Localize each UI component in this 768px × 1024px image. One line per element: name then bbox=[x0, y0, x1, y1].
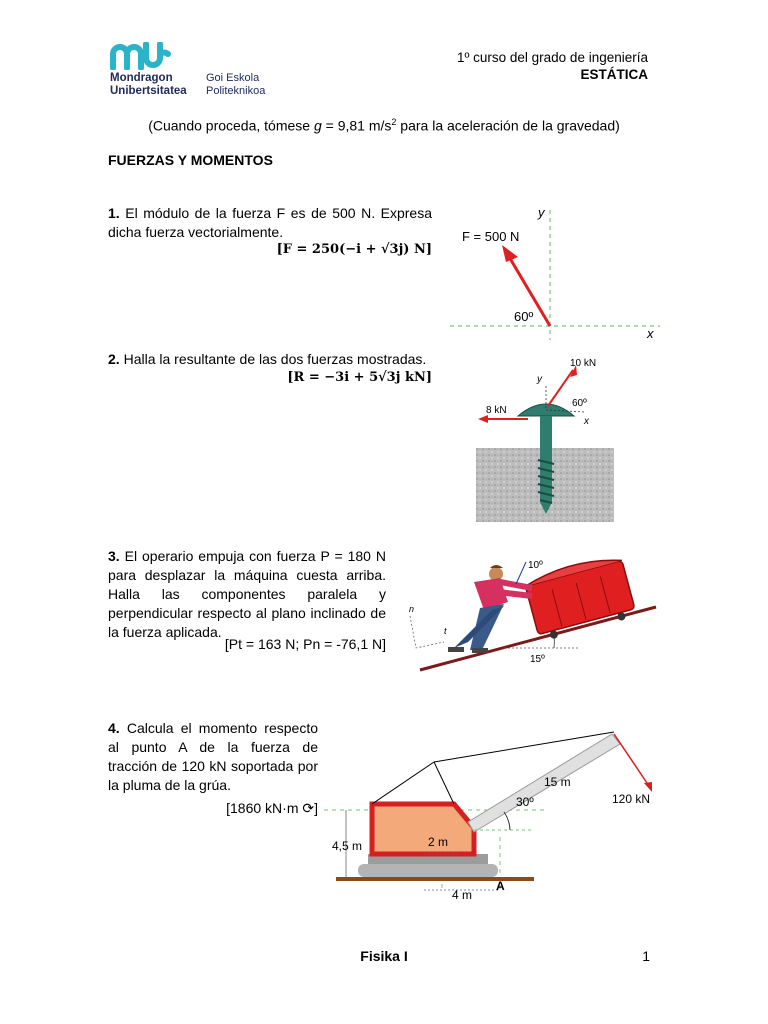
fig4-dist-2m: 2 m bbox=[428, 835, 449, 849]
problem-1 bbox=[108, 204, 432, 242]
figure-4 bbox=[324, 722, 664, 902]
fig2-force-8: 8 kN bbox=[486, 405, 507, 416]
fig2-axis-x: x bbox=[584, 416, 589, 427]
fig3-t: t bbox=[444, 626, 447, 636]
section-title: FUERZAS Y MOMENTOS bbox=[108, 152, 273, 168]
problem-3-answer: [Pt = 163 N; Pn = -76,1 N] bbox=[224, 636, 386, 652]
tension-arrowhead-icon bbox=[644, 782, 652, 792]
logo-line-2: Unibertsitatea bbox=[110, 85, 187, 97]
fig1-axis-x: x bbox=[647, 326, 654, 341]
fig4-height: 4,5 m bbox=[332, 839, 363, 853]
university-logo bbox=[108, 42, 278, 98]
problem-2 bbox=[108, 350, 438, 369]
crane-cab bbox=[372, 804, 474, 854]
fig2-force-10: 10 kN bbox=[570, 358, 597, 369]
screw-shank bbox=[540, 416, 552, 454]
fig1-axis-y: y bbox=[538, 205, 545, 220]
tracks bbox=[358, 864, 498, 877]
problem-3 bbox=[108, 547, 386, 642]
tension-arrow bbox=[614, 734, 649, 786]
force-8kn-arrowhead-icon bbox=[478, 415, 488, 423]
footer-title: Fisika I bbox=[360, 948, 408, 964]
logo-line-4: Politeknikoa bbox=[206, 85, 266, 97]
problem-4-number: 4. bbox=[108, 720, 120, 736]
fig1-force-label: F = 500 N bbox=[462, 229, 520, 244]
fig3-angle-slope: 15º bbox=[530, 654, 545, 665]
fig3-n: n bbox=[409, 604, 415, 614]
figure-2 bbox=[470, 352, 620, 522]
worker bbox=[448, 565, 532, 653]
problem-2-text: Halla la resultante de las dos fuerzas mostradas. bbox=[123, 351, 427, 367]
gravity-note: (Cuando proceda, tómese g = 9,81 $m/s^2$ para la aceleración de la gravedad) bbox=[148, 117, 620, 134]
logo-line-3: Goi Eskola bbox=[206, 72, 260, 84]
problem-2-answer: [R = −3i + 5√3j kN] bbox=[287, 370, 432, 385]
problem-4-answer: [1860 kN·m ⟳] bbox=[226, 800, 318, 816]
problem-2-number: 2. bbox=[108, 351, 120, 367]
fig1-angle: 60º bbox=[514, 309, 534, 324]
figure-3 bbox=[404, 552, 664, 682]
problem-1-text: El módulo de la fuerza F es de 500 N. Expresa dicha fuerza vectorialmente. bbox=[108, 205, 432, 240]
fig4-dist-4m: 4 m bbox=[452, 888, 473, 902]
mu-logo-mark-icon bbox=[110, 42, 172, 70]
problem-1-answer: [F = 250(−i + √3j) N] bbox=[276, 242, 432, 257]
course-name: 1º curso del grado de ingeniería bbox=[456, 50, 648, 65]
force-10kn-arrow bbox=[548, 370, 573, 406]
figure-1 bbox=[440, 200, 670, 350]
problem-3-number: 3. bbox=[108, 548, 120, 564]
problem-4 bbox=[108, 719, 318, 795]
page-number: 1 bbox=[642, 948, 650, 964]
force-arrowhead-icon bbox=[502, 245, 518, 262]
fig3-angle-push: 10º bbox=[528, 560, 543, 571]
fig2-angle: 60º bbox=[572, 398, 587, 409]
problem-4-text: Calcula el momento respecto al punto A de la fuerza de tracción de 120 kN soportada por la pluma de la grúa. bbox=[108, 720, 319, 793]
fig4-point-a: A bbox=[496, 879, 505, 893]
fig4-angle: 30º bbox=[516, 795, 534, 809]
problem-3-text: El operario empuja con fuerza P = 180 N para desplazar la máquina cuesta arriba. Halla las componentes paralela y perpendicular respecto al plano inclinado de la fuerza aplicada. bbox=[108, 548, 387, 640]
fig4-force: 120 kN bbox=[612, 792, 651, 806]
problem-1-number: 1. bbox=[108, 205, 120, 221]
subject-title: ESTÁTICA bbox=[580, 67, 648, 82]
fig4-boom-length: 15 m bbox=[544, 775, 571, 789]
fig2-axis-y: y bbox=[537, 374, 542, 385]
logo-line-1: Mondragon bbox=[110, 72, 173, 84]
